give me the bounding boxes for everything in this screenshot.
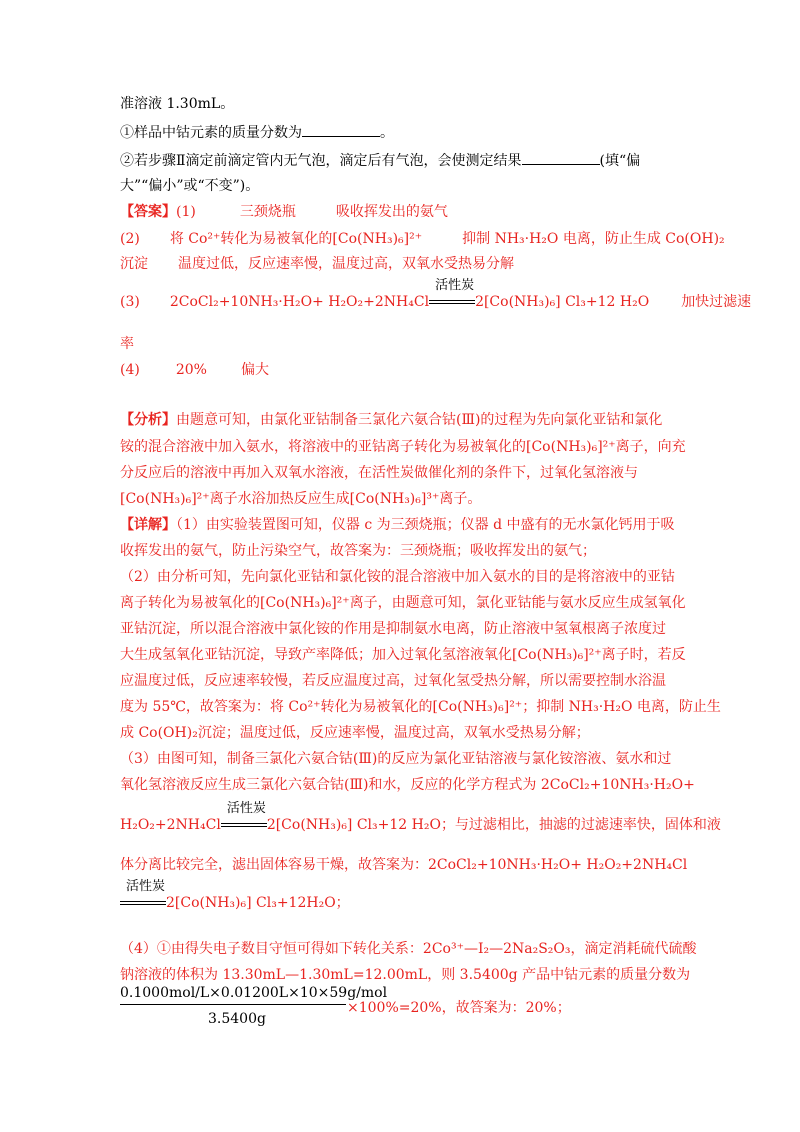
- detail-line-3: （2）由分析可知，先向氯化亚钴和氯化铵的混合溶液中加入氨水的目的是将溶液中的亚钴: [120, 569, 675, 585]
- detail-line-11: 氧化氢溶液反应生成三氯化六氨合钴(Ⅲ)和水，反应的化学方程式为 2CoCl₂+10NH₃·H₂O+: [120, 777, 695, 793]
- question-line-4: 大”“偏小”或“不变”)。: [120, 178, 260, 194]
- analysis-line-4: [Co(NH₃)₆]²⁺离子水浴加热反应生成[Co(NH₃)₆]³⁺离子。: [120, 491, 482, 507]
- catalyst-equals-sign: 活性炭: [221, 819, 267, 829]
- detail-line-13: 体分离比较完全，滤出固体容易干燥，故答案为：2CoCl₂+10NH₃·H₂O+ H₂O₂+2NH₄Cl: [120, 857, 688, 873]
- answer-line-1: 【答案】(1) 三颈烧瓶 吸收挥发出的氨气: [120, 204, 448, 220]
- detail-line-7: 应温度过低，反应速率较慢，若反应温度过高，过氧化氢受热分解，所以需要控制水浴温: [120, 673, 666, 689]
- detail-line-10: （3）由图可知，制备三氯化六氨合钴(Ⅲ)的反应为氯化亚钴溶液与氯化铵溶液、氨水和过: [120, 751, 672, 767]
- fraction-bar: [120, 1004, 346, 1005]
- analysis-line-2: 铵的混合溶液中加入氨水，将溶液中的亚钴离子转化为易被氧化的[Co(NH₃)₆]²⁺离子，向充: [120, 439, 686, 455]
- detail-line-12: H₂O₂+2NH₄Cl 活性炭 2[Co(NH₃)₆] Cl₃+12 H₂O；与过滤相比，抽滤的过滤速率快，固体和液: [120, 801, 721, 833]
- answer-blank-1: [302, 122, 380, 137]
- detail-line-9: 成 Co(OH)₂沉淀；温度过低，反应速率慢，温度过高，双氧水受热易分解；: [120, 725, 590, 741]
- detail-line-14: 活性炭 2[Co(NH₃)₆] Cl₃+12H₂O；: [120, 893, 350, 913]
- question-line-1: 准溶液 1.30mL。: [120, 96, 235, 112]
- catalyst-equals-sign: 活性炭: [429, 296, 475, 306]
- detail-line-5: 亚钴沉淀，所以混合溶液中氯化铵的作用是抑制氨水电离，防止溶液中氢氧根离子浓度过: [120, 621, 666, 637]
- answer-line-6: (4) 20% 偏大: [120, 362, 269, 378]
- fraction-numerator: 0.1000mol/L×0.01200L×10×59g/mol: [120, 985, 388, 1001]
- detail-line-4: 离子转化为易被氧化的[Co(NH₃)₆]²⁺离子，由题意可知，氯化亚钴能与氨水反应生成氢氧化: [120, 595, 686, 611]
- question-line-3: ②若步骤Ⅱ滴定前滴定管内无气泡，滴定后有气泡，会使测定结果 (填“偏: [120, 150, 640, 171]
- catalyst-equals-sign: 活性炭: [120, 897, 166, 907]
- fraction-denominator: 3.5400g: [208, 1011, 266, 1027]
- detail-line-8: 度为 55℃，故答案为：将 Co²⁺转化为易被氧化的[Co(NH₃)₆]²⁺；抑制 NH₃·H₂O 电离，防止生: [120, 699, 721, 715]
- answer-blank-2: [522, 150, 600, 165]
- answer-line-5: 率: [120, 336, 134, 352]
- analysis-line-3: 分反应后的溶液中再加入双氧水溶液，在活性炭做催化剂的条件下，过氧化氢溶液与: [120, 465, 638, 481]
- detail-line-6: 大生成氢氧化亚钴沉淀，导致产率降低；加入过氧化氢溶液氧化[Co(NH₃)₆]²⁺离子时，若反: [120, 647, 686, 663]
- fraction-tail: ×100%=20%，故答案为：20%；: [347, 1000, 571, 1016]
- detail-line-16: 钠溶液的体积为 13.30mL—1.30mL=12.00mL，则 3.5400g 产品中钴元素的质量分数为: [120, 967, 691, 983]
- detail-line-15: （4）①由得失电子数目守恒可得如下转化关系：2Co³⁺—I₂—2Na₂S₂O₃，滴定消耗硫代硫酸: [120, 941, 697, 957]
- detail-line-2: 收挥发出的氨气，防止污染空气，故答案为：三颈烧瓶；吸收挥发出的氨气；: [120, 543, 596, 559]
- answer-line-3: 沉淀 温度过低，反应速率慢，温度过高，双氧水受热易分解: [120, 256, 514, 272]
- detail-line-1: 【详解】（1）由实验装置图可知，仪器 c 为三颈烧瓶；仪器 d 中盛有的无水氯化钙用于吸: [120, 517, 675, 533]
- question-line-2: ①样品中钴元素的质量分数为 。: [120, 122, 394, 143]
- answer-line-2: (2) 将 Co²⁺转化为易被氧化的[Co(NH₃)₆]²⁺ 抑制 NH₃·H₂O 电离，防止生成 Co(OH)₂: [120, 231, 725, 247]
- analysis-line-1: 【分析】由题意可知，由氯化亚钴制备三氯化六氨合钴(Ⅲ)的过程为先向氯化亚钴和氯化: [120, 412, 663, 428]
- answer-line-4: (3) 2CoCl₂+10NH₃·H₂O+ H₂O₂+2NH₄Cl 活性炭 2[Co(NH₃)₆] Cl₃+12 H₂O 加快过滤速: [120, 278, 752, 310]
